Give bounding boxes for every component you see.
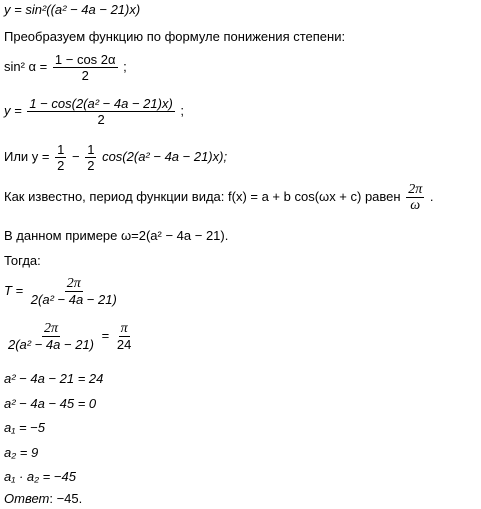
- answer-line: [4, 491, 82, 506]
- equation-line-5: [4, 142, 227, 173]
- fraction-denominator: 2: [57, 158, 65, 173]
- fraction-denominator: 2: [81, 68, 89, 83]
- period-statement: Как известно, период функции вида: f(x) = a + b cos(ωx + c) равен: [4, 188, 401, 204]
- equation-line-12: [4, 396, 96, 411]
- semicolon: ;: [180, 102, 185, 118]
- answer-value: : −45.: [49, 491, 83, 506]
- fraction-one-half-b: [85, 142, 96, 173]
- fraction-denominator: 2(a² − 4a − 21): [8, 337, 94, 352]
- fraction-numerator: 1 − cos 2α: [54, 52, 116, 67]
- quadratic-equation: a² − 4a − 45 = 0: [4, 396, 97, 411]
- equation-line-3: [4, 52, 127, 83]
- text-line-8: [4, 253, 41, 268]
- fraction-denominator: 2(a² − 4a − 21): [30, 292, 117, 307]
- fraction-numerator: 1 − cos(2(a² − 4a − 21)x): [29, 96, 173, 111]
- fraction-period: [29, 276, 119, 307]
- answer-label: Ответ: [4, 491, 50, 506]
- sin-squared-alpha: sin² α =: [4, 58, 48, 74]
- fraction-denominator: ω: [410, 198, 421, 213]
- fraction-numerator: 1: [87, 142, 95, 157]
- omega-definition: В данном примере ω=2(a² − 4a − 21).: [4, 228, 229, 243]
- product-of-roots: a₁ · a₂ = −45: [4, 469, 76, 484]
- y-equals: y =: [4, 102, 22, 118]
- equals-sign: =: [101, 327, 110, 343]
- root-a1: a₁ = −5: [4, 420, 45, 435]
- fraction-denominator: 24: [116, 337, 132, 352]
- then-label: Тогда:: [4, 253, 41, 268]
- fraction-cos-expression: [27, 96, 174, 127]
- semicolon: ;: [123, 58, 127, 74]
- t-equals: T =: [4, 282, 24, 298]
- root-a2: a₂ = 9: [4, 445, 39, 460]
- text-line-7: [4, 228, 228, 243]
- equation-line-11: [4, 371, 103, 386]
- fraction-period-lhs: [6, 321, 96, 352]
- equation-equals-24: a² − 4a − 21 = 24: [4, 371, 104, 386]
- intro-sentence: Преобразуем функцию по формуле понижения степени:: [4, 29, 346, 44]
- equation-line-9: [4, 276, 121, 307]
- fraction-cos2alpha: [53, 52, 118, 83]
- equation-line-10: [4, 321, 135, 352]
- fraction-numerator: 1: [57, 142, 65, 157]
- period: .: [429, 188, 434, 204]
- equation-line-15: [4, 469, 76, 484]
- or-y-equals: Или y =: [4, 148, 50, 164]
- fraction-2pi-omega: [406, 182, 424, 213]
- fraction-denominator: 2: [97, 112, 105, 127]
- minus-sign: −: [72, 148, 80, 164]
- fraction-numerator: π: [120, 321, 128, 336]
- equation-line-13: [4, 420, 45, 435]
- fraction-numerator: 2π: [43, 321, 58, 336]
- fraction-numerator: 2π: [408, 182, 423, 197]
- equation-line-1: [4, 2, 140, 17]
- fraction-pi-24: [115, 321, 133, 352]
- cos-expression: cos(2(a² − 4a − 21)x);: [102, 148, 228, 164]
- text-line-6: [4, 182, 433, 213]
- fraction-numerator: 2π: [66, 276, 81, 291]
- fraction-one-half-a: [55, 142, 66, 173]
- text-line-2: [4, 29, 345, 44]
- function-definition: y = sin²((a² − 4a − 21)x): [4, 2, 141, 17]
- equation-line-14: [4, 445, 38, 460]
- equation-line-4: [4, 96, 184, 127]
- fraction-denominator: 2: [87, 158, 95, 173]
